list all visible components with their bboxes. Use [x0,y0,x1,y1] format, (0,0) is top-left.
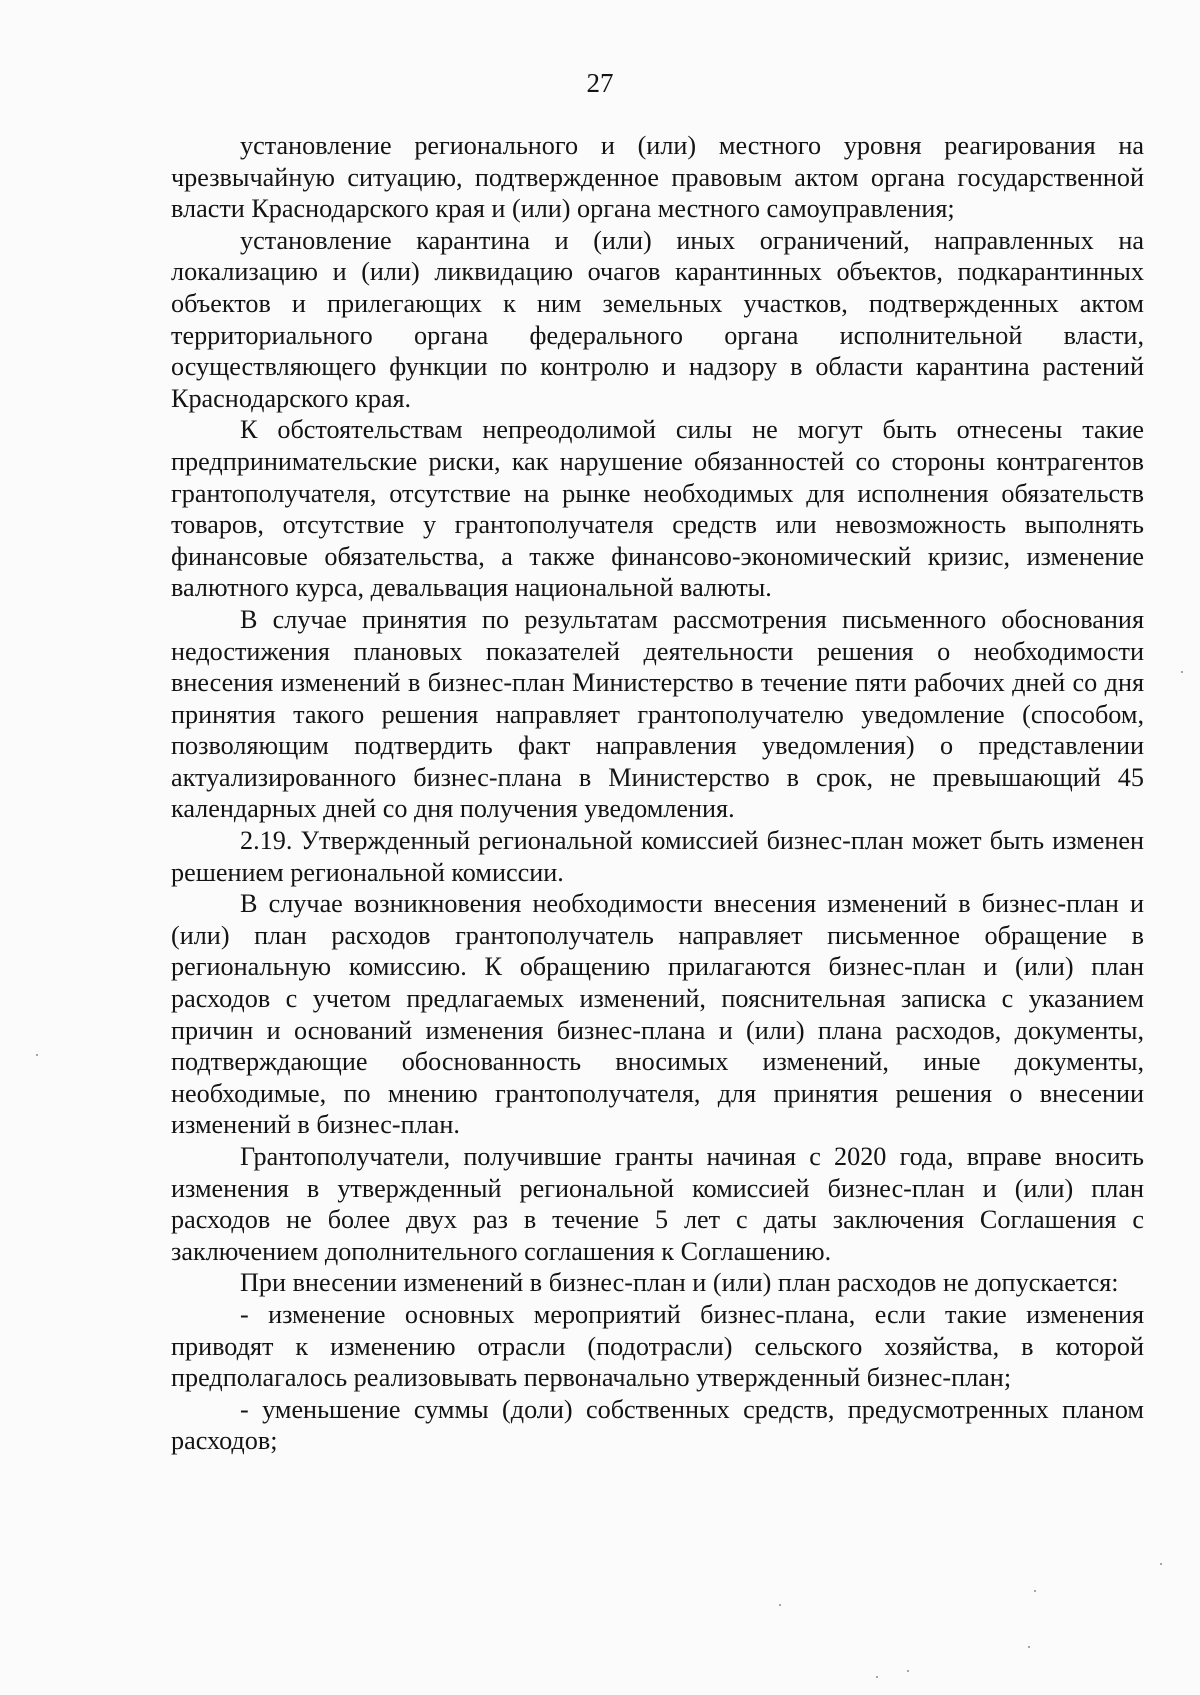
scan-speck [907,1670,909,1672]
page-number: 27 [586,68,614,98]
scan-speck [779,1604,781,1606]
scan-speck [1160,1563,1162,1565]
scan-speck [36,1054,38,1056]
scan-speck [1034,1590,1036,1592]
paragraph-quarantine: установление карантина и (или) иных ограничений, направленных на локализацию и (или) ликвидацию очагов карантинных объектов, подкарантинных объектов и прилегающих к ним земельных участков, подтвержденных актом территориального органа федерального органа исполнительной власти, осуществляющего функции по контролю и надзору в области карантина растений Краснодарского края. [171,225,1144,413]
scan-speck [1028,1646,1030,1648]
paragraph-force-majeure-exclusions: К обстоятельствам непреодолимой силы не могут быть отнесены такие предпринимательские риски, как нарушение обязанностей со стороны контрагентов грантополучателя, отсутствие на рынке необходимых для исполнения обязательств товаров, отсутствие у грантополучателя средств или невозможность выполнять финансовые обязательства, а также финансово-экономический кризис, изменение валютного курса, девальвация национальной валюты. [171,415,1144,603]
paragraph-change-request: В случае возникновения необходимости внесения изменений в бизнес-план и (или) план расходов грантополучатель направляет письменное обращение в региональную комиссию. К обращению прилагаются бизнес-план и (или) план расходов с учетом предлагаемых изменений, пояснительная записка с указанием причин и оснований изменения бизнес-плана и (или) плана расходов, документы, подтверждающие обоснованность вносимых изменений, иные документы, необходимые, по мнению грантополучателя, для принятия решения о внесении изменений в бизнес-план. [171,889,1144,1140]
paragraph-clause-2-19: 2.19. Утвержденный региональной комиссией бизнес-план может быть изменен решением региональной комиссии. [171,826,1144,887]
document-body [171,130,1144,1457]
paragraph-not-allowed-industry-change: - изменение основных мероприятий бизнес-плана, если такие изменения приводят к изменению отрасли (подотрасли) сельского хозяйства, в которой предполагалось реализовывать первоначально утвержденный бизнес-план; [171,1299,1144,1393]
paragraph-not-allowed-own-funds: - уменьшение суммы (доли) собственных средств, предусмотренных планом расходов; [171,1394,1144,1456]
scan-speck [1181,671,1183,673]
paragraph-emergency-level: установление регионального и (или) местного уровня реагирования на чрезвычайную ситуацию, подтвержденное правовым актом органа государственной власти Краснодарского края и (или) органа местного самоуправления; [171,131,1144,224]
paragraph-change-limits: Грантополучатели, получившие гранты начиная с 2020 года, вправе вносить изменения в утвержденный региональной комиссией бизнес-план и (или) план расходов не более двух раз в течение 5 лет с даты заключения Соглашения с заключением дополнительного соглашения к Соглашению. [171,1142,1144,1266]
paragraph-not-allowed-intro: При внесении изменений в бизнес-план и (или) план расходов не допускается: [240,1268,1119,1298]
scan-speck [876,1676,878,1678]
paragraph-business-plan-update-notice: В случае принятия по результатам рассмотрения письменного обоснования недостижения плановых показателей деятельности решения о необходимости внесения изменений в бизнес-план Министерство в течение пяти рабочих дней со дня принятия такого решения направляет грантополучателю уведомление (способом, позволяющим подтвердить факт направления уведомления) о представлении актуализированного бизнес-плана в Министерство в срок, не превышающий 45 календарных дней со дня получения уведомления. [171,604,1144,824]
